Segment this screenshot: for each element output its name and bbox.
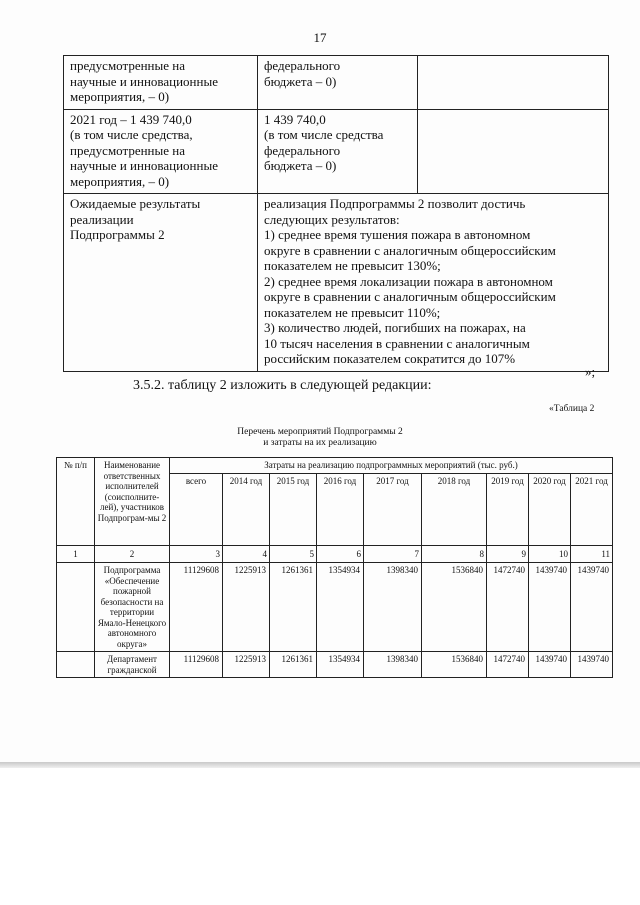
row-value: 1261361: [270, 563, 317, 652]
table-row: [57, 563, 613, 652]
row-name: Подпрограмма «Обеспечение пожарной безопасности на территории Ямало-Ненецкого автономного округа»: [95, 563, 170, 652]
index-cell: 7: [364, 545, 422, 563]
index-cell: 8: [422, 545, 487, 563]
index-cell: 2: [95, 545, 170, 563]
table-cell: [418, 56, 609, 110]
table-row: [64, 109, 609, 194]
row-value: 1536840: [422, 563, 487, 652]
header-year: 2017 год: [364, 473, 422, 545]
header-year: 2014 год: [223, 473, 270, 545]
table-cell: федерального бюджета – 0): [258, 56, 418, 110]
table-cell: 1 439 740,0 (в том числе средства федерального бюджета – 0): [258, 109, 418, 194]
row-value: 1261361: [270, 652, 317, 678]
header-year: всего: [170, 473, 223, 545]
row-value: 1439740: [571, 652, 613, 678]
row-value: 1472740: [487, 652, 529, 678]
closing-quote: »;: [585, 364, 596, 379]
header-year: 2019 год: [487, 473, 529, 545]
header-year: 2016 год: [317, 473, 364, 545]
row-value: 11129608: [170, 563, 223, 652]
row-value: 1398340: [364, 563, 422, 652]
row-value: 1354934: [317, 563, 364, 652]
table-cell: предусмотренные на научные и инновационные мероприятия, – 0): [64, 56, 258, 110]
index-cell: 1: [57, 545, 95, 563]
section-heading: 3.5.2. таблицу 2 изложить в следующей редакции:: [133, 378, 432, 393]
row-value: 11129608: [170, 652, 223, 678]
row-num: [57, 563, 95, 652]
row-value: 1225913: [223, 652, 270, 678]
row-value: 1354934: [317, 652, 364, 678]
index-cell: 11: [571, 545, 613, 563]
page-number: 17: [313, 30, 327, 45]
index-cell: 9: [487, 545, 529, 563]
table-cell: [418, 109, 609, 194]
table-row: [64, 194, 609, 372]
table-cell: 2021 год – 1 439 740,0 (в том числе средства, предусмотренные на научные и инновационные мероприятия, – 0): [64, 109, 258, 194]
row-value: 1398340: [364, 652, 422, 678]
header-year: 2020 год: [529, 473, 571, 545]
row-num: [57, 652, 95, 678]
row-value: 1536840: [422, 652, 487, 678]
table-cell: Ожидаемые результаты реализации Подпрограммы 2: [64, 194, 258, 372]
row-value: 1225913: [223, 563, 270, 652]
header-row: [57, 458, 613, 474]
costs-table: [56, 457, 613, 678]
passport-table: [63, 55, 609, 372]
row-name: Департамент гражданской: [95, 652, 170, 678]
index-cell: 4: [223, 545, 270, 563]
header-name: Наименование ответственных исполнителей (соисполните-лей), участников Подпрограм-мы 2: [95, 458, 170, 546]
table-label: «Таблица 2: [549, 404, 595, 414]
header-year: 2021 год: [571, 473, 613, 545]
row-value: 1439740: [529, 652, 571, 678]
row-value: 1439740: [571, 563, 613, 652]
expected-results-cell: реализация Подпрограммы 2 позволит достичь следующих результатов: 1) среднее время тушения пожара в автономном округе в сравнении с аналогичным общероссийским показателем не превысит 130%; 2) среднее время локализации пожара в автономном округе в сравнении с аналогичным общероссийским показателем не превысит 110%; 3) количество людей, погибших на пожарах, на 10 тысяч населения в сравнении с аналогичным российским показателем сократится до 107%: [258, 194, 609, 372]
header-costs: Затраты на реализацию подпрограммных мероприятий (тыс. руб.): [170, 458, 613, 474]
row-value: 1472740: [487, 563, 529, 652]
table-caption: Перечень мероприятий Подпрограммы 2 и затраты на их реализацию: [237, 427, 403, 448]
header-year: 2015 год: [270, 473, 317, 545]
index-cell: 6: [317, 545, 364, 563]
page-edge-shadow: [0, 762, 640, 768]
index-row: [57, 545, 613, 563]
table-row: [57, 652, 613, 678]
table-row: [64, 56, 609, 110]
index-cell: 5: [270, 545, 317, 563]
header-num: № п/п: [57, 458, 95, 546]
index-cell: 10: [529, 545, 571, 563]
header-year: 2018 год: [422, 473, 487, 545]
row-value: 1439740: [529, 563, 571, 652]
index-cell: 3: [170, 545, 223, 563]
